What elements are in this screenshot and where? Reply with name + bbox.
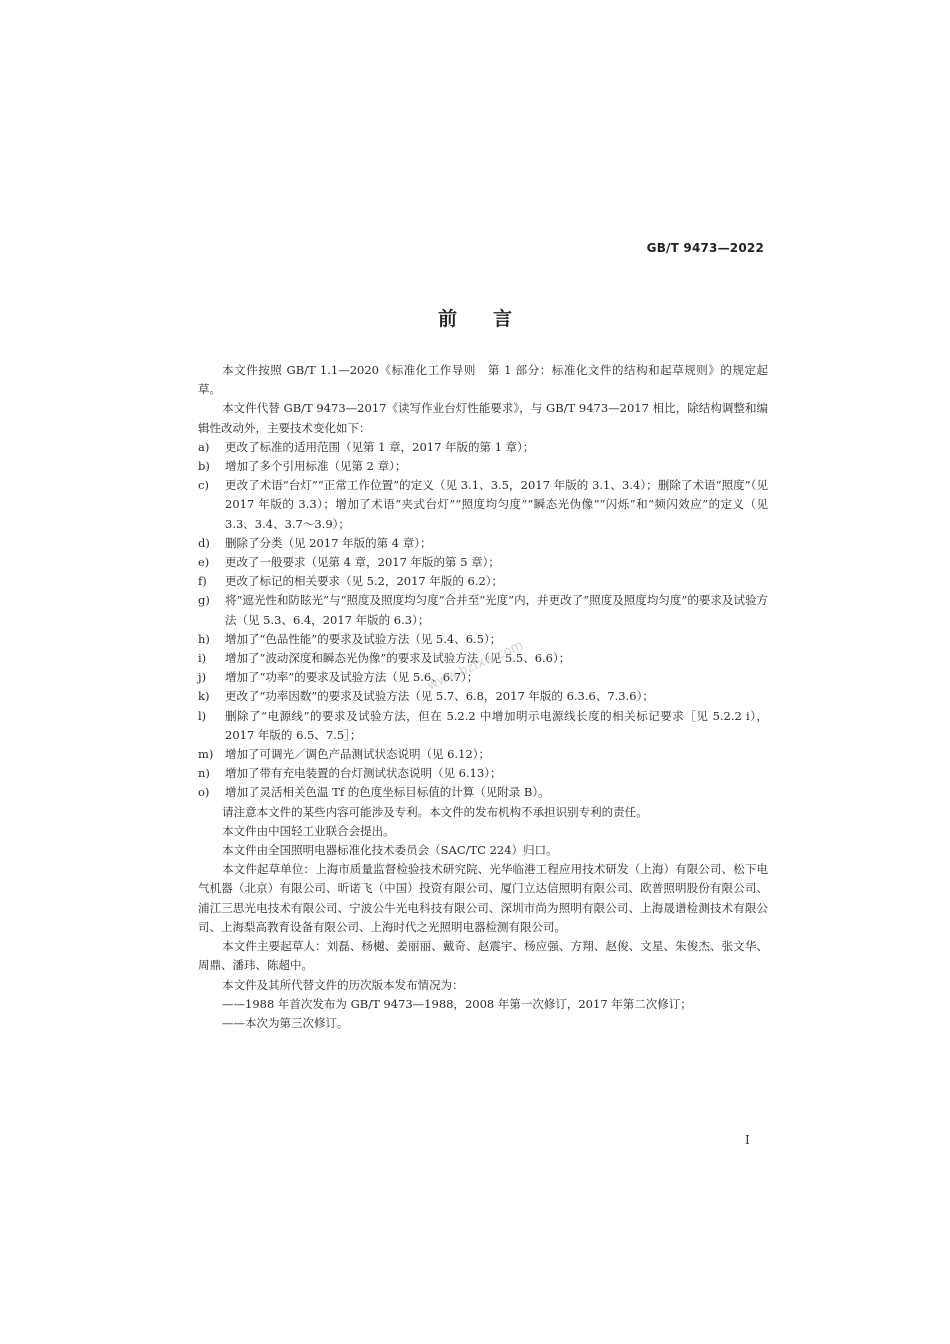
drafters: 本文件主要起草人：刘磊、杨樾、姜丽丽、戴奇、赵震宇、杨应强、方翔、赵俊、文星、朱俊杰、张文华、周鼎、潘玮、陈超中。 (198, 939, 768, 973)
foreword-body (198, 361, 768, 1033)
change-item (198, 438, 768, 457)
change-text: 增加了带有充电装置的台灯测试状态说明（见 6.13）； (225, 766, 502, 781)
change-item (198, 457, 768, 476)
change-text: 增加了“波动深度和瞬态光伪像”的要求及试验方法（见 5.5、6.6）； (225, 651, 571, 666)
list-marker: l) (198, 708, 207, 723)
intro-paragraph: 本文件按照 GB/T 1.1—2020《标准化工作导则 第 1 部分：标准化文件的结构和起草规则》的规定起草。 (198, 363, 768, 397)
change-item (198, 591, 768, 629)
list-marker: e) (198, 555, 210, 570)
change-item (198, 668, 768, 687)
change-text: 增加了多个引用标准（见第 2 章）； (225, 459, 407, 474)
change-item (198, 476, 768, 534)
change-item (198, 745, 768, 764)
list-marker: n) (198, 766, 210, 781)
change-text: 更改了“功率因数”的要求及试验方法（见 5.7、6.8，2017 年版的 6.3.6、7.3.6）； (225, 689, 654, 704)
history-item: ——本次为第三次修订。 (222, 1015, 349, 1030)
intro-paragraph: 本文件代替 GB/T 9473—2017《读写作业台灯性能要求》，与 GB/T 9473—2017 相比，除结构调整和编辑性改动外，主要技术变化如下： (198, 401, 768, 435)
list-marker: a) (198, 439, 210, 454)
list-marker: h) (198, 631, 210, 646)
list-marker: g) (198, 593, 210, 608)
page-title: 前言 (437, 308, 548, 330)
list-marker: f) (198, 574, 207, 589)
change-text: 更改了一般要求（见第 4 章，2017 年版的第 5 章）； (225, 555, 500, 570)
change-item (198, 534, 768, 553)
change-text: 删除了分类（见 2017 年版的第 4 章）； (225, 535, 432, 550)
watermark: www.bzfxw.com (425, 637, 526, 694)
patent-notice: 请注意本文件的某些内容可能涉及专利。本文件的发布机构不承担识别专利的责任。 (222, 804, 648, 819)
change-text: 增加了“功率”的要求及试验方法（见 5.6、6.7）； (225, 670, 479, 685)
list-marker: i) (198, 651, 207, 666)
change-item (198, 783, 768, 802)
change-text: 将“遮光性和防眩光”与“照度及照度均匀度”合并至“光度”内，并更改了“照度及照度均匀度”的要求及试验方法（见 5.3、6.4，2017 年版的 6.3）； (225, 593, 768, 627)
change-item (198, 553, 768, 572)
list-marker: o) (198, 785, 210, 800)
standard-number: GB/T 9473—2022 (646, 241, 764, 255)
committee-statement: 本文件由全国照明电器标准化技术委员会（SAC/TC 224）归口。 (222, 843, 558, 858)
list-marker: j) (198, 670, 207, 685)
change-item (198, 687, 768, 706)
change-text: 更改了标记的相关要求（见 5.2，2017 年版的 6.2）； (225, 574, 504, 589)
page-number: I (745, 1133, 750, 1147)
list-marker: c) (198, 478, 209, 493)
list-marker: d) (198, 535, 210, 550)
proposer-statement: 本文件由中国轻工业联合会提出。 (222, 823, 395, 838)
change-item (198, 707, 768, 745)
history-item: ——1988 年首次发布为 GB/T 9473—1988，2008 年第一次修订，2017 年第二次修订； (222, 996, 692, 1011)
history-intro: 本文件及其所代替文件的历次版本发布情况为： (222, 977, 464, 992)
change-item (198, 630, 768, 649)
list-marker: k) (198, 689, 210, 704)
drafting-units: 本文件起草单位：上海市质量监督检验技术研究院、光华临港工程应用技术研发（上海）有限公司、松下电气机器（北京）有限公司、昕诺飞（中国）投资有限公司、厦门立达信照明有限公司、欧普照明股份有限公司、浦江三思光电技术有限公司、宁波公牛光电科技有限公司、深圳市尚为照明有限公司、上海晟谱检测技术有限公司、上海梨高教育设备有限公司、上海时代之光照明电器检测有限公司。 (198, 862, 768, 934)
change-text: 更改了术语“台灯”“正常工作位置”的定义（见 3.1、3.5，2017 年版的 3.1、3.4）；删除了术语“照度”（见 2017 年版的 3.3）；增加了术语“夹式台灯”“照度均匀度”“瞬态光伪像”“闪烁”和“频闪效应”的定义（见 3.3、3.4、3.7～3.9）； (225, 478, 768, 531)
change-text: 删除了“电源线”的要求及试验方法，但在 5.2.2 中增加明示电源线长度的相关标记要求［见 5.2.2 i），2017 年版的 6.5、7.5］； (225, 708, 768, 742)
list-marker: m) (198, 747, 214, 762)
change-item (198, 764, 768, 783)
change-text: 更改了标准的适用范围（见第 1 章，2017 年版的第 1 章）； (225, 439, 535, 454)
list-marker: b) (198, 459, 210, 474)
change-text: 增加了可调光／调色产品测试状态说明（见 6.12）； (225, 747, 491, 762)
change-item (198, 572, 768, 591)
change-text: 增加了“色品性能”的要求及试验方法（见 5.4、6.5）； (225, 631, 502, 646)
change-text: 增加了灵活相关色温 Tf 的色度坐标目标值的计算（见附录 B）。 (225, 785, 550, 800)
